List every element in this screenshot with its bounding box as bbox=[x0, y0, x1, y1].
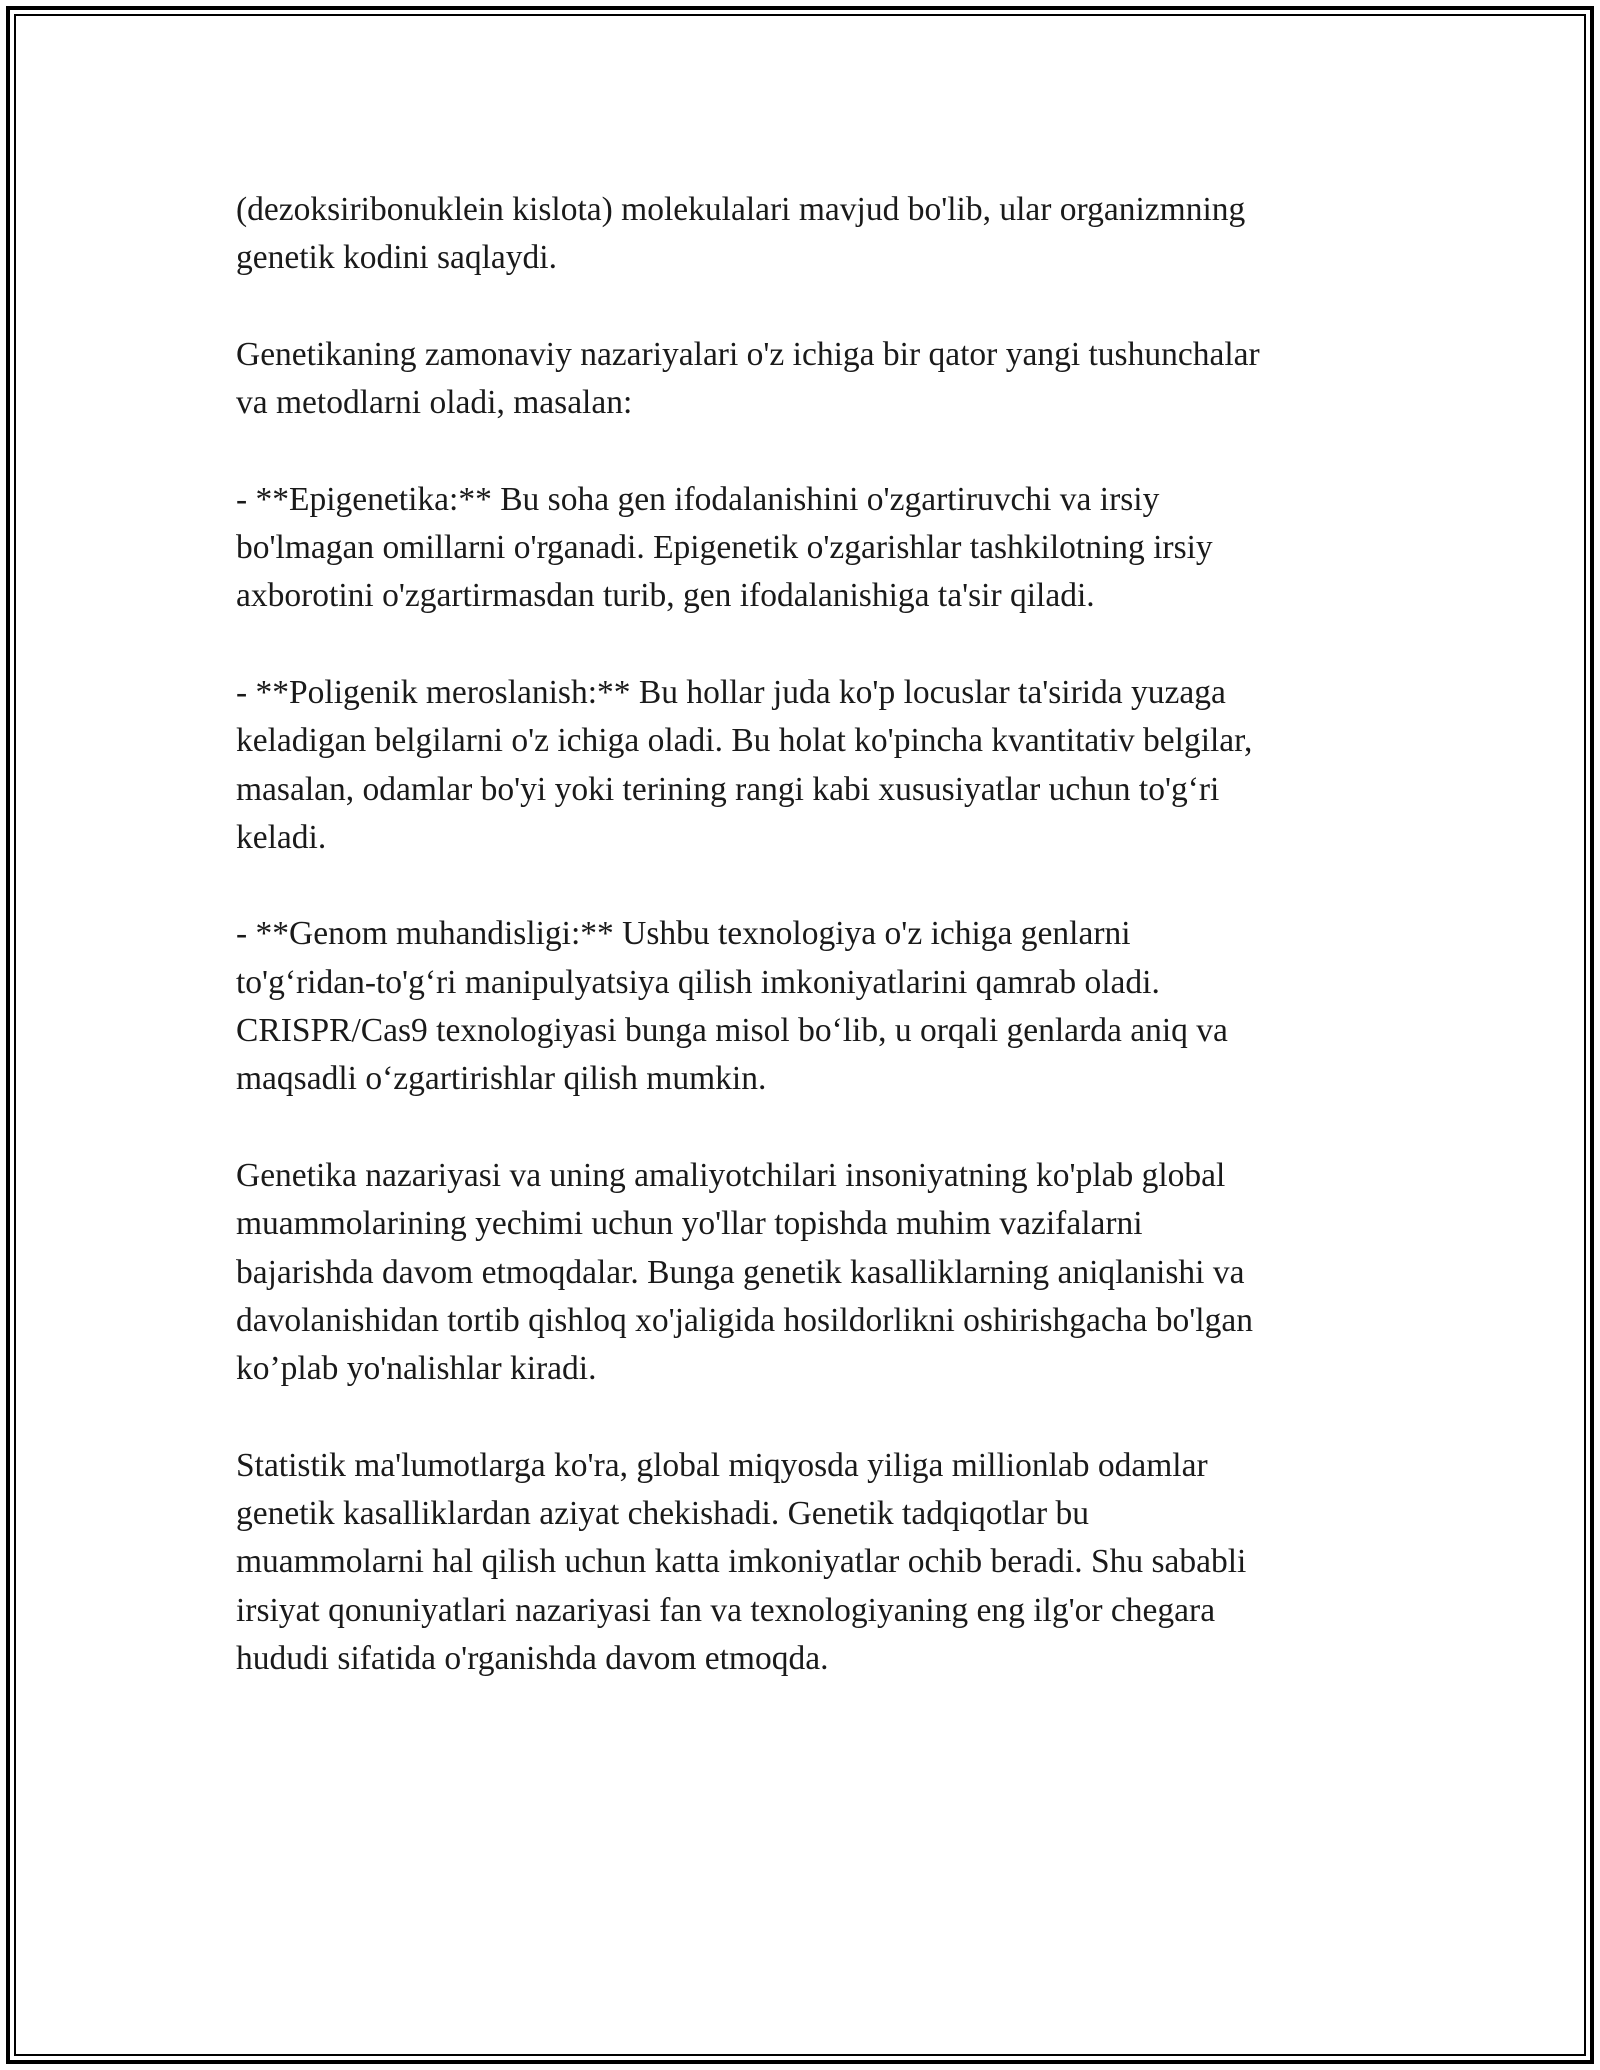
list-item-epigenetics: - **Epigenetika:** Bu soha gen ifodalanishini o'zgartiruvchi va irsiy bo'lmagan omillarni o'rganadi. Epigenetik o'zgarishlar tashkilotning irsiy axborotini o'zgartirmasdan turib, gen ifodalanishiga ta'sir qiladi. bbox=[236, 480, 1213, 615]
paragraph-dna-intro: (dezoksiribonuklein kislota) molekulalari mavjud bo'lib, ular organizmning genetik kodini saqlaydi. bbox=[236, 191, 1246, 277]
paragraph-statistics: Statistik ma'lumotlarga ko'ra, global miqyosda yiliga millionlab odamlar genetik kasalliklardan aziyat chekishadi. Genetik tadqiqotlar bu muammolarni hal qilish uchun katta imkoniyatlar ochib beradi. Shu sababli irsiyat qonuniyatlari nazariyasi fan va texnologiyaning eng ilg'or chegara hududi sifatida o'rganishda davom etmoqda. bbox=[236, 1446, 1247, 1677]
list-item-genome-engineering: - **Genom muhandisligi:** Ushbu texnologiya o'z ichiga genlarni to'g‘ridan-to'g‘ri manipulyatsiya qilish imkoniyatlarini qamrab oladi. CRISPR/Cas9 texnologiyasi bunga misol bo‘lib, u orqali genlarda aniq va maqsadli o‘zgartirishlar qilish mumkin. bbox=[236, 915, 1228, 1098]
paragraph-genetics-applications: Genetika nazariyasi va uning amaliyotchilari insoniyatning ko'plab global muammolarining yechimi uchun yo'llar topishda muhim vazifalarni bajarishda davom etmoqdalar. Bunga genetik kasalliklarning aniqlanishi va davolanishidan tortib qishloq xo'jaligida hosildorlikni oshirishgacha bo'lgan ko’plab yo'nalishlar kiradi. bbox=[236, 1156, 1253, 1388]
list-item-polygenic-inheritance: - **Poligenik meroslanish:** Bu hollar juda ko'p locuslar ta'sirida yuzaga keladigan belgilarni o'z ichiga oladi. Bu holat ko'pincha kvantitativ belgilar, masalan, odamlar bo'yi yoki terining rangi kabi xususiyatlar uchun to'g‘ri keladi. bbox=[236, 673, 1253, 856]
document-body bbox=[236, 186, 1386, 1732]
paragraph-modern-theories: Genetikaning zamonaviy nazariyalari o'z ichiga bir qator yangi tushunchalar va metodlarni oladi, masalan: bbox=[236, 335, 1260, 422]
